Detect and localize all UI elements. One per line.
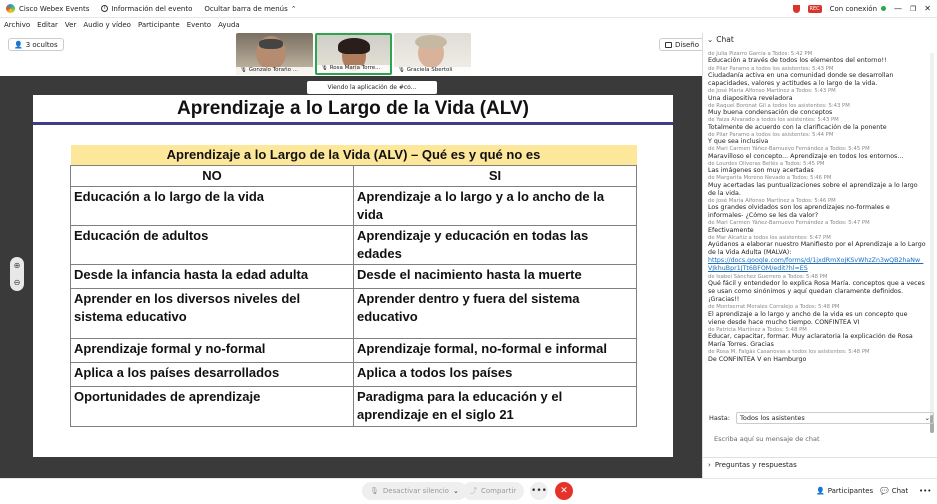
cell-no: Educación a lo largo de la vida — [71, 187, 354, 226]
cell-si: Paradigma para la educación y el aprendizaje en el siglo 21 — [354, 387, 637, 427]
table-row — [71, 187, 637, 226]
qa-label: Preguntas y respuestas — [714, 460, 797, 469]
connection-dot-icon — [881, 6, 886, 11]
info-icon: i — [101, 5, 108, 12]
chat-message-meta: de Isabel Sánchez Guerrero a Todos: 5:48 PM — [708, 273, 828, 280]
chat-message-text: Maravilloso el concepto... Aprendizaje en todos los entornos... — [708, 152, 904, 160]
chat-message — [708, 66, 926, 89]
chat-message — [708, 175, 926, 198]
chat-message-meta: de Julia Pizarro García a Todos: 5:42 PM — [708, 51, 813, 57]
chat-message-link[interactable]: https://docs.google.com/forms/d/1jxdRmXoJKSvWhzZn3wQB2haNw_VJkhuBpr1JTt6BFOM/edit?hl=ES — [708, 257, 924, 273]
participants-button[interactable] — [812, 484, 877, 498]
chat-messages[interactable] — [708, 51, 926, 431]
hide-menu-label: Ocultar barra de menús — [204, 4, 288, 13]
chat-message-meta: de Montserrat Morales Corralejo a Todos: 5:48 PM — [708, 304, 840, 311]
chat-panel — [702, 33, 937, 478]
cell-no: Educación de adultos — [71, 226, 354, 265]
participant-name: Rosa María Torre... — [329, 65, 381, 71]
table-row — [71, 339, 637, 363]
table-row — [71, 387, 637, 427]
qa-section-header[interactable] — [703, 457, 937, 471]
chevron-down-icon: ⌄ — [924, 414, 930, 422]
cell-si: Aprendizaje y educación en todas las edades — [354, 226, 637, 265]
slide-divider — [33, 122, 673, 125]
chat-button[interactable] — [876, 484, 912, 498]
participant-name: Gonzalo Toraño ... — [248, 67, 299, 73]
chat-message-text: Muy buena condensación de conceptos — [708, 109, 833, 116]
table-row — [71, 226, 637, 265]
chat-scrollbar[interactable] — [930, 53, 934, 433]
mic-muted-icon: 🎙 — [370, 487, 379, 495]
table-row — [71, 363, 637, 387]
leave-meeting-button[interactable] — [555, 482, 573, 500]
chat-message-text: De CONFINTEA V en Hamburgo — [708, 355, 807, 363]
menu-audio-video[interactable]: Audio y vídeo — [83, 21, 131, 29]
hidden-participants-label: 3 ocultos — [25, 40, 58, 49]
title-bar — [0, 0, 937, 18]
unmute-button[interactable] — [362, 482, 467, 500]
connection-status[interactable] — [830, 5, 886, 13]
cell-si: Aprender dentro y fuera del sistema educativo — [354, 289, 637, 339]
chat-message-meta: de Mari Carmen Yáñez-Barnuevo Fernández a Todos: 5:47 PM — [708, 220, 870, 227]
cell-si: Desde el nacimiento hasta la muerte — [354, 265, 637, 289]
chat-message-meta: de Lourdes Oliveras Bellés a Todos: 5:45 PM — [708, 160, 825, 167]
presentation-slide — [33, 95, 673, 457]
chat-message-meta: de Pilar Paramo a todos los asistentes: 5:43 PM — [708, 65, 834, 72]
cell-no: Oportunidades de aprendizaje — [71, 387, 354, 427]
chat-message — [708, 274, 926, 305]
cell-no: Desde la infancia hasta la edad adulta — [71, 265, 354, 289]
chat-message-text: Y que sea inclusiva — [708, 138, 769, 145]
chat-message — [708, 349, 926, 364]
share-icon: ⤴ — [470, 487, 477, 495]
menu-participante[interactable]: Participante — [137, 21, 180, 29]
chat-message-text: El aprendizaje a lo largo y ancho de la vida es un concepto que viene desde hace mucho tiempo. CONFINTEA VI — [708, 310, 908, 326]
layout-label: Diseño — [675, 40, 700, 49]
minimize-button[interactable]: — — [894, 4, 903, 13]
chat-header[interactable] — [707, 35, 734, 44]
participant-name: Graciela Sbertoli — [406, 67, 453, 73]
chat-message — [708, 327, 926, 350]
participants-label: Participantes — [827, 487, 874, 495]
mic-icon: 🎙 — [398, 67, 405, 73]
chat-message — [708, 103, 926, 118]
menu-editar[interactable]: Editar — [37, 21, 58, 29]
chat-message-meta: de Margarita Moreno Nevado a Todos: 5:46 PM — [708, 175, 832, 182]
chat-title: Chat — [716, 35, 734, 44]
cell-si: Aplica a todos los países — [354, 363, 637, 387]
mic-icon: 🎙 — [321, 65, 328, 71]
menu-bar — [0, 18, 937, 32]
maximize-button[interactable]: ❐ — [910, 4, 917, 13]
chat-message — [708, 220, 926, 235]
participants-icon: 👤 — [816, 487, 825, 495]
chat-message-text: Los grandes olvidados son los aprendizajes no-formales e informales- ¿Cómo se les da valor? — [708, 204, 890, 220]
chat-message — [708, 146, 926, 161]
recipient-select[interactable] — [736, 412, 934, 424]
layout-button[interactable] — [659, 38, 705, 51]
chat-message-meta: de Yaiza Alvarado a todos los asistentes: 5:43 PM — [708, 117, 839, 124]
meeting-controls-bar — [0, 478, 937, 504]
share-banner: Viendo la aplicación de #co... — [307, 81, 437, 94]
chat-message — [708, 88, 926, 103]
more-options-button[interactable]: ••• — [530, 482, 548, 500]
chat-message-text: Educar, capacitar, formar. Muy aclaratoria la explicación de Rosa María Torres. Gracias — [708, 333, 913, 349]
rec-badge: REC — [809, 5, 820, 12]
close-button[interactable]: ✕ — [924, 4, 931, 13]
chat-message — [708, 235, 926, 258]
zoom-out-icon[interactable]: ⊖ — [13, 278, 21, 287]
cell-si: Aprendizaje a lo largo y a lo ancho de la vida — [354, 187, 637, 226]
chevron-up-icon: ⌃ — [290, 4, 297, 13]
chat-message — [708, 51, 926, 66]
chat-message-meta: de Raquel Boronat Gil a todos los asistentes: 5:43 PM — [708, 102, 850, 109]
chat-message-meta: de Patricia Martínez a Todos: 5:48 PM — [708, 326, 807, 333]
chat-message-meta: de Rosa M. Falgàs Casanovas a todos los asistentes: 5:48 PM — [708, 349, 870, 356]
video-tile-2-active[interactable] — [315, 33, 392, 75]
chat-input[interactable]: Escriba aquí su mensaje de chat — [714, 435, 820, 443]
app-title: Cisco Webex Events — [19, 4, 90, 13]
chat-message-text: Qué fácil y entendedor lo explica Rosa María. conceptos que a veces se usan como sinónimos y aquí quedan claramente definidos. ¡Gracias!! — [708, 279, 925, 304]
chat-message — [708, 257, 926, 273]
chat-message — [708, 117, 926, 132]
chat-message-meta: de Mar Alcañiz a todos los asistentes: 5:47 PM — [708, 234, 831, 241]
chat-message-text: Educación a través de todos los elementos del entorno!! — [708, 57, 887, 65]
cell-no: Aprendizaje formal y no-formal — [71, 339, 354, 363]
table-row — [71, 289, 637, 339]
table-title: Aprendizaje a lo Largo de la Vida (ALV) – Qué es y qué no es — [71, 145, 637, 166]
comparison-table — [70, 145, 637, 427]
shield-icon — [793, 5, 800, 13]
chat-message-meta: de Pilar Paramo a todos los asistentes: 5:44 PM — [708, 131, 834, 138]
zoom-in-icon[interactable]: ⊕ — [13, 261, 21, 270]
chat-message-text: Muy acertadas las puntualizaciones sobre el aprendizaje a lo largo de la vida. — [708, 181, 918, 197]
column-header-si: SI — [354, 166, 637, 187]
slide-title: Aprendizaje a lo Largo de la Vida (ALV) — [33, 95, 673, 121]
cell-si: Aprendizaje formal, no-formal e informal — [354, 339, 637, 363]
chat-message — [708, 161, 926, 176]
event-info-button[interactable] — [101, 5, 192, 13]
close-icon: ✕ — [560, 486, 568, 496]
chat-message-meta: de Mari Carmen Yáñez-Barnuevo Fernández a Todos: 5:45 PM — [708, 146, 870, 153]
chat-message-text: Totalmente de acuerdo con la clarificación de la ponente — [708, 123, 887, 131]
menu-archivo[interactable]: Archivo — [4, 21, 31, 29]
chat-message-text: Ciudadanía activa en una comunidad donde se desarrollan capacidades, valores y actitudes a lo largo de la vida. — [708, 71, 894, 87]
chat-message — [708, 198, 926, 221]
chat-message-text: Una diapositiva reveladora — [708, 94, 793, 102]
share-label: Compartir — [481, 487, 517, 495]
menu-ver[interactable]: Ver — [64, 21, 77, 29]
chevron-right-icon: › — [708, 460, 711, 469]
recipient-value: Todos los asistentes — [739, 414, 805, 422]
chat-message — [708, 304, 926, 327]
hidden-participants-button[interactable] — [8, 38, 64, 51]
menu-ayuda[interactable]: Ayuda — [218, 21, 240, 29]
chat-message — [708, 132, 926, 147]
cell-no: Aprender en los diversos niveles del sistema educativo — [71, 289, 354, 339]
chat-recipient-row — [709, 412, 934, 424]
mic-icon: 🎙 — [240, 67, 247, 73]
hide-menu-button[interactable] — [204, 5, 296, 13]
connection-label: Con conexión — [829, 4, 878, 13]
chat-message-text: Ayúdanos a elaborar nuestro Manifiesto por el Aprendizaje a lo Largo de la Vida Adulta (MALVA): — [708, 241, 926, 257]
column-header-no: NO — [71, 166, 354, 187]
chat-message-text: Las imágenes son muy acertadas — [708, 167, 814, 174]
chevron-down-icon: ⌄ — [452, 487, 459, 495]
video-tile-3[interactable] — [394, 33, 471, 75]
chat-message-meta: de José María Alfonso Martínez a Todos: 5:46 PM — [708, 197, 836, 204]
cell-no: Aplica a los países desarrollados — [71, 363, 354, 387]
recipient-label: Hasta: — [709, 414, 730, 422]
chevron-down-icon: ⌄ — [707, 35, 714, 44]
chat-button-label: Chat — [891, 487, 909, 495]
chat-message-meta: de José María Alfonso Martínez a Todos: 5:43 PM — [708, 88, 836, 95]
table-row — [71, 265, 637, 289]
unmute-label: Desactivar silencio — [382, 487, 449, 495]
zoom-control — [10, 257, 24, 291]
person-icon: 👤 — [14, 40, 23, 49]
chat-message-text: Efectivamente — [708, 226, 754, 234]
menu-evento[interactable]: Evento — [186, 21, 212, 29]
layout-icon — [665, 42, 672, 48]
webex-logo-icon — [6, 4, 15, 13]
more-panels-button[interactable]: ••• — [919, 487, 932, 495]
chat-bubble-icon: 💬 — [880, 487, 889, 495]
event-info-label: Información del evento — [111, 4, 193, 13]
share-button[interactable] — [462, 482, 524, 500]
video-tile-1[interactable] — [236, 33, 313, 75]
